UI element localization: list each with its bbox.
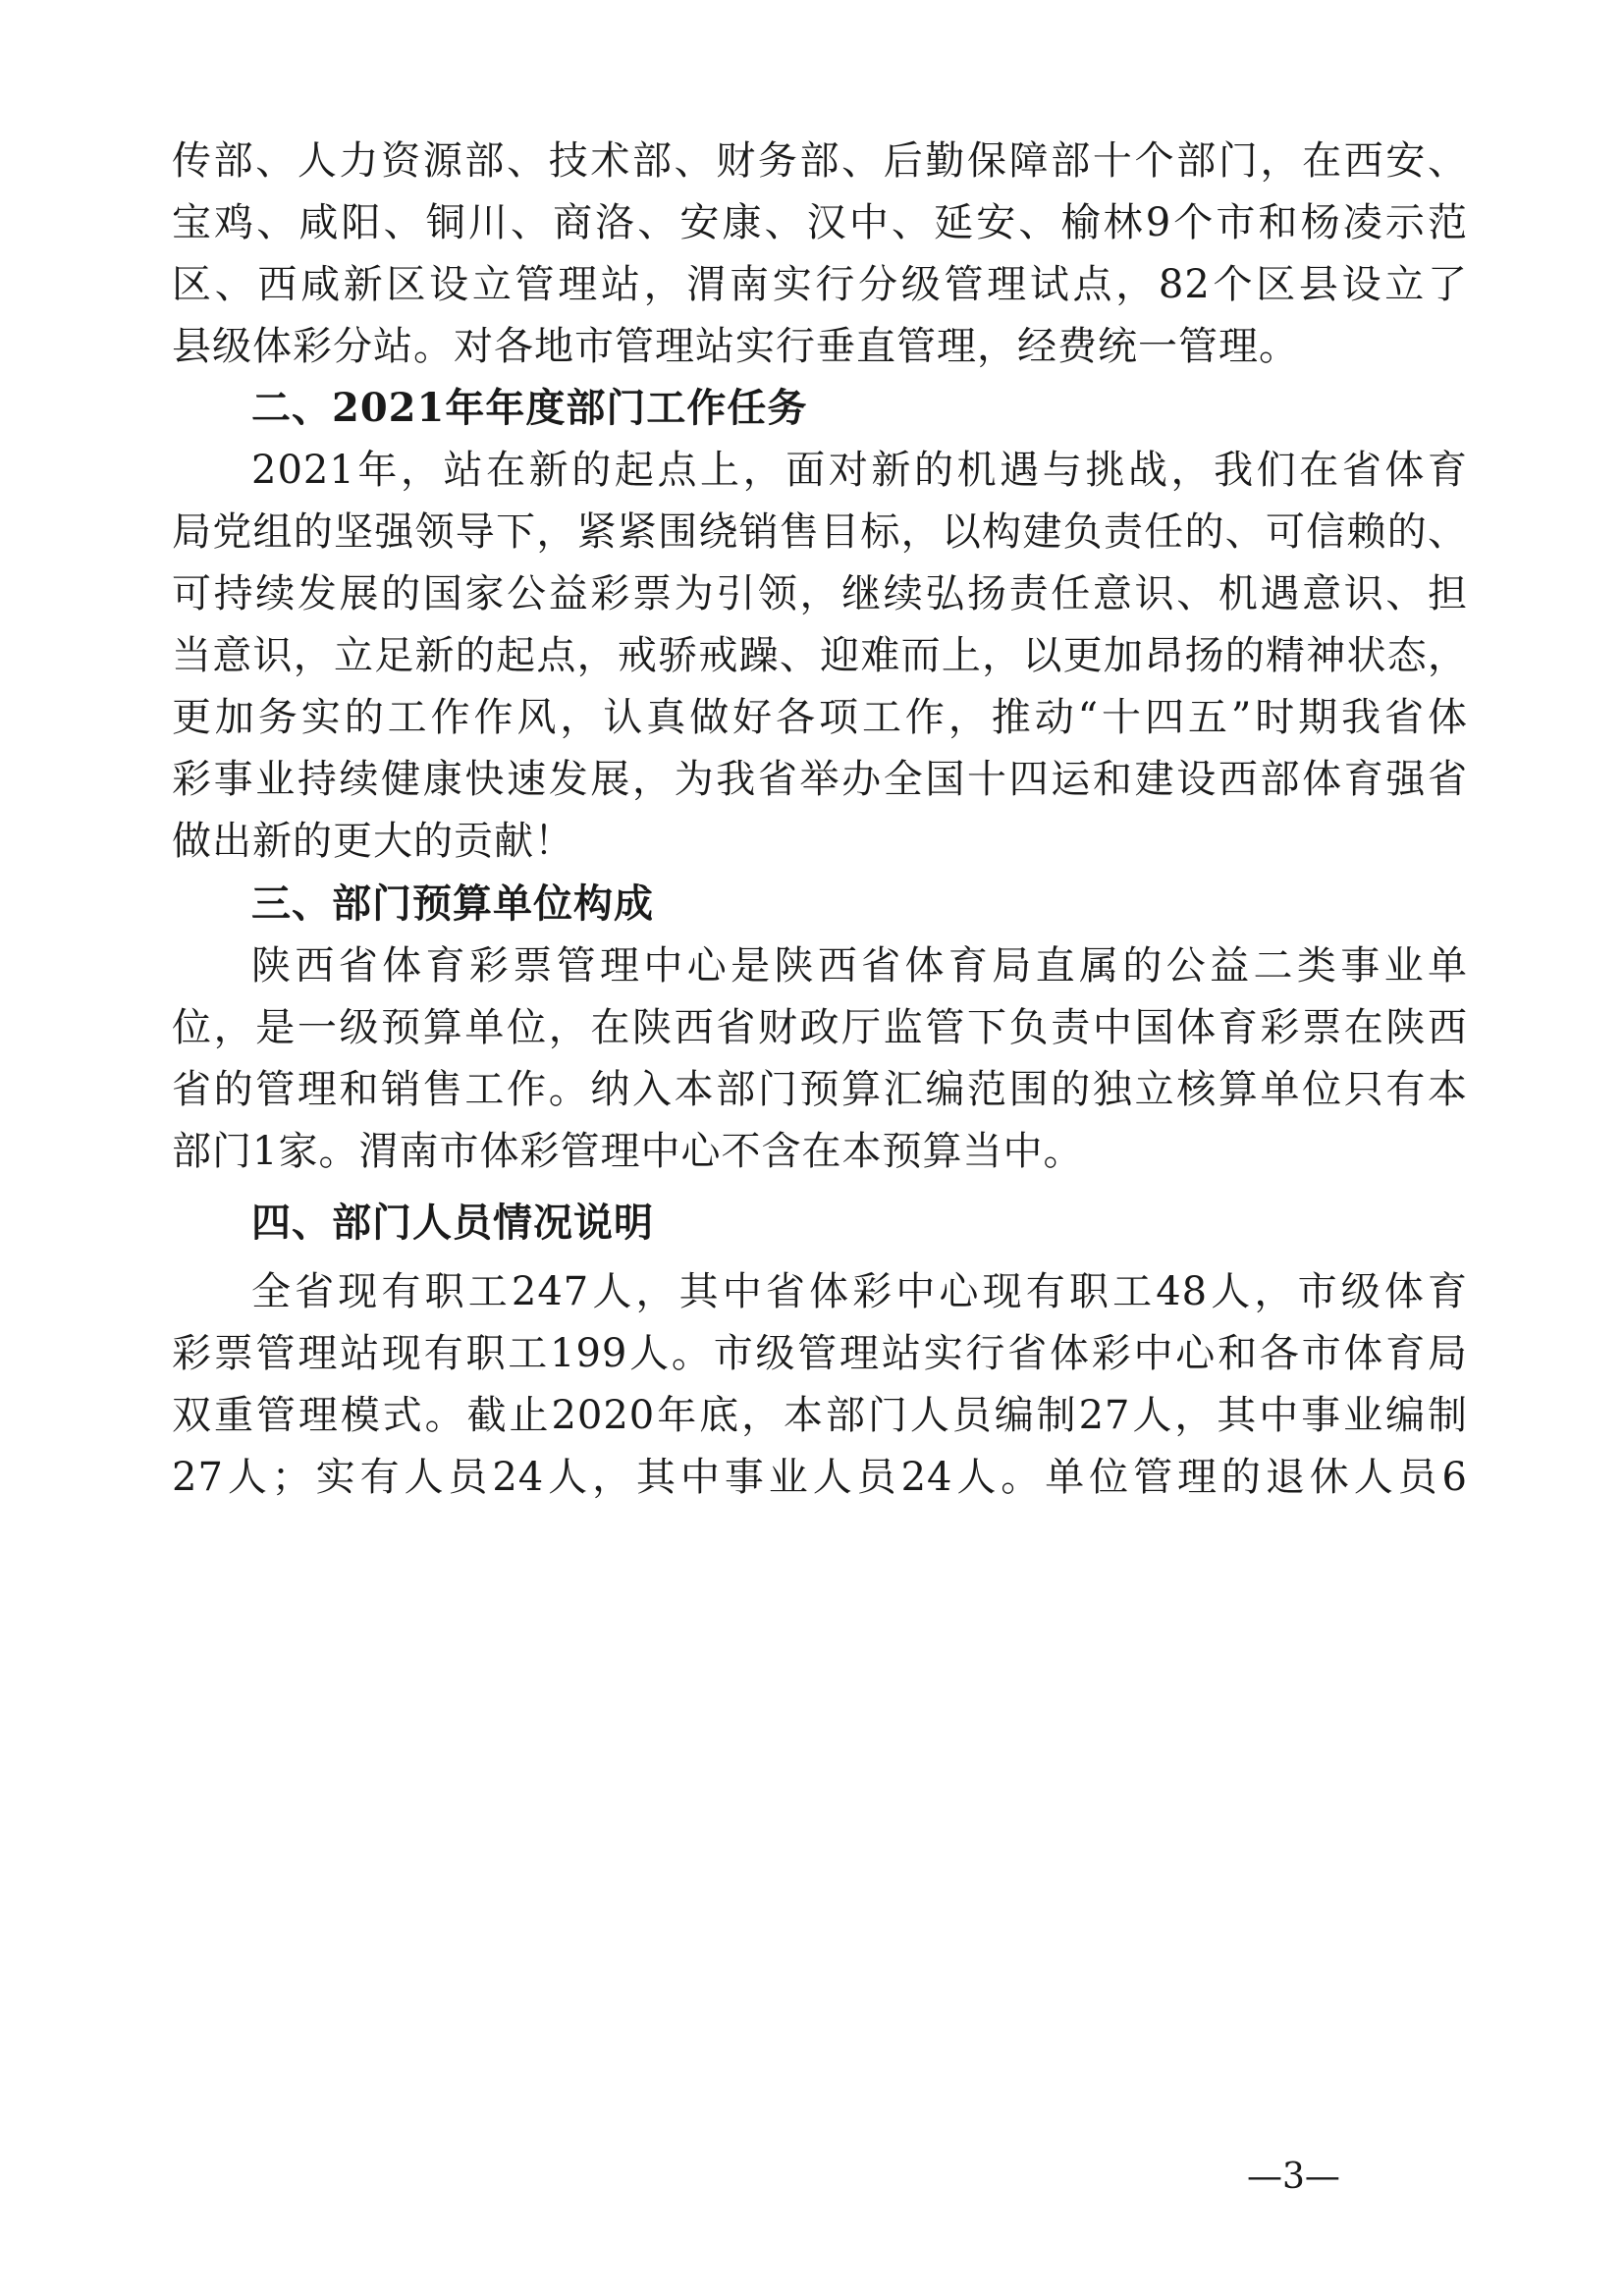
body-text-line: 全省现有职工247人，其中省体彩中心现有职工48人，市级体育 <box>251 1269 1468 1314</box>
body-text-line: 双重管理模式。截止2020年底，本部门人员编制27人，其中事业编制 <box>172 1393 1468 1438</box>
page-number: —3— <box>1247 2157 1340 2197</box>
body-text-line: 可持续发展的国家公益彩票为引领，继续弘扬责任意识、机遇意识、担 <box>172 571 1468 616</box>
body-text-line: 做出新的更大的贡献！ <box>172 819 574 864</box>
body-text-line: 彩票管理站现有职工199人。市级管理站实行省体彩中心和各市体育局 <box>172 1331 1468 1376</box>
body-text-line: 彩事业持续健康快速发展，为我省举办全国十四运和建设西部体育强省 <box>172 757 1468 802</box>
body-text-line: 27人；实有人员24人，其中事业人员24人。单位管理的退休人员6 <box>172 1455 1468 1500</box>
section-heading: 三、部门预算单位构成 <box>251 881 654 927</box>
body-text-line: 更加务实的工作作风，认真做好各项工作，推动“十四五”时期我省体 <box>172 695 1468 740</box>
body-text-line: 县级体彩分站。对各地市管理站实行垂直管理，经费统一管理。 <box>172 324 1299 369</box>
body-text-line: 传部、人力资源部、技术部、财务部、后勤保障部十个部门，在西安、 <box>172 138 1468 184</box>
body-text-line: 陕西省体育彩票管理中心是陕西省体育局直属的公益二类事业单 <box>251 943 1468 988</box>
body-text-line: 部门1家。渭南市体彩管理中心不含在本预算当中。 <box>172 1129 1084 1174</box>
section-heading: 二、2021年年度部门工作任务 <box>251 385 808 431</box>
body-text-line: 宝鸡、咸阳、铜川、商洛、安康、汉中、延安、榆林9个市和杨凌示范 <box>172 200 1468 245</box>
body-text-line: 当意识，立足新的起点，戒骄戒躁、迎难而上，以更加昂扬的精神状态， <box>172 633 1468 678</box>
body-text-line: 省的管理和销售工作。纳入本部门预算汇编范围的独立核算单位只有本 <box>172 1067 1468 1112</box>
body-text-line: 区、西咸新区设立管理站，渭南实行分级管理试点，82个区县设立了 <box>172 262 1468 307</box>
section-heading: 四、部门人员情况说明 <box>251 1200 654 1246</box>
body-text-line: 位，是一级预算单位，在陕西省财政厅监管下负责中国体育彩票在陕西 <box>172 1005 1468 1050</box>
body-text-line: 局党组的坚强领导下，紧紧围绕销售目标，以构建负责任的、可信赖的、 <box>172 509 1468 555</box>
body-text-line: 2021年，站在新的起点上，面对新的机遇与挑战，我们在省体育 <box>251 448 1468 493</box>
